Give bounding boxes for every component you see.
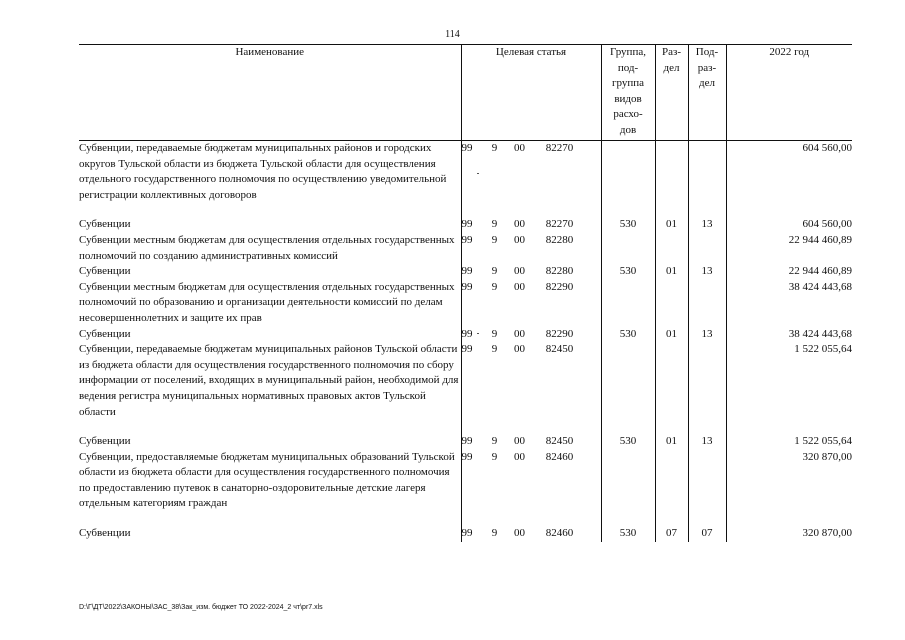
row-section [655,141,688,204]
row-expense-group: 530 [601,327,655,343]
row-section: 07 [655,526,688,542]
row-name: Субвенции [79,265,131,278]
row-section: 01 [655,434,688,450]
row-amount: 320 870,00 [726,526,852,542]
row-expense-group [601,233,655,264]
row-section: 01 [655,264,688,280]
table-body [79,141,852,542]
row-subsection: 13 [688,217,726,233]
table-header-row [79,45,852,141]
header-subsection: Под- раз- дел [688,45,726,141]
row-name: Субвенции, передаваемые бюджетам муниципальных районов Тульской области из бюджета области для осуществления государственного полномочия по сбору информации от поселений, входящих в муниципальный район, необходимой для ведения регистра муниципальных нормативных правовых актов Тульской области [79,343,459,418]
row-subsection: 13 [688,434,726,450]
row-spacer [79,420,852,434]
table-row [79,233,852,264]
row-section: 01 [655,327,688,343]
table-row [79,264,852,280]
table-row [79,342,852,420]
row-target-code: 99 9 00 82280 [461,264,601,280]
row-amount: 1 522 055,64 [726,342,852,420]
row-name: Субвенции [79,218,131,231]
table-row [79,141,852,204]
row-target-code: 99 9 00 82460 [461,450,601,512]
scan-speck [477,333,479,334]
row-expense-group: 530 [601,434,655,450]
row-subsection [688,233,726,264]
table-row [79,327,852,343]
row-amount: 604 560,00 [726,217,852,233]
row-amount: 38 424 443,68 [726,327,852,343]
scan-speck [477,173,479,174]
row-section [655,450,688,512]
row-amount: 22 944 460,89 [726,264,852,280]
row-name: Субвенции, передаваемые бюджетам муниципальных районов и городских округов Тульской области из бюджета Тульской области для осуществления отдельного государственного полномочия по осуществлению уведомительной регистрации коллективных договоров [79,142,447,201]
header-expense-group: Группа, под- группа видов расхо- дов [601,45,655,141]
row-subsection [688,342,726,420]
row-expense-group: 530 [601,526,655,542]
row-name: Субвенции, предоставляемые бюджетам муниципальных образований Тульской области из бюджета области для осуществления государственного полномочия по предоставлению путевок в санаторно-оздоровительные детские лагеря отдельным категориям граждан [79,450,455,510]
row-expense-group [601,342,655,420]
row-target-code: 99 9 00 82450 [461,434,601,450]
row-target-code: 99 9 00 82270 [461,217,601,233]
row-subsection [688,450,726,512]
row-spacer [79,512,852,526]
table-row [79,434,852,450]
row-name: Субвенции [79,527,131,540]
row-target-code: 99 9 00 82280 [461,233,601,264]
row-subsection: 13 [688,327,726,343]
row-section [655,233,688,264]
row-subsection [688,141,726,204]
page-number: 114 [445,29,460,40]
row-section [655,280,688,327]
row-subsection: 13 [688,264,726,280]
row-section [655,342,688,420]
row-name: Субвенции местным бюджетам для осуществления отдельных государственных полномочий по образованию и организации деятельности комиссий по делам несовершеннолетних и защите их прав [79,280,455,324]
row-subsection [688,280,726,327]
row-spacer [79,203,852,217]
row-expense-group [601,450,655,512]
table-row [79,280,852,327]
row-expense-group [601,280,655,327]
row-target-code: 99 9 00 82450 [461,342,601,420]
row-target-code: 99 9 00 82290 [461,327,601,343]
row-amount: 604 560,00 [726,141,852,204]
row-target-code: 99 9 00 82270 [461,141,601,204]
budget-table [79,44,852,542]
row-name: Субвенции местным бюджетам для осуществления отдельных государственных полномочий по созданию административных комиссий [79,233,455,262]
table-row [79,217,852,233]
row-target-code: 99 9 00 82460 [461,526,601,542]
row-name: Субвенции [79,435,131,448]
row-expense-group [601,141,655,204]
header-target-article: Целевая статья [461,45,601,141]
header-name: Наименование [79,45,461,141]
row-subsection: 07 [688,526,726,542]
row-target-code: 99 9 00 82290 [461,280,601,327]
row-amount: 38 424 443,68 [726,280,852,327]
table-row [79,450,852,512]
row-section: 01 [655,217,688,233]
row-name: Субвенции [79,327,131,340]
header-year: 2022 год [726,45,852,141]
row-expense-group: 530 [601,264,655,280]
table-row [79,526,852,542]
row-amount: 1 522 055,64 [726,434,852,450]
row-amount: 22 944 460,89 [726,233,852,264]
file-path-footer: D:\Г\ДТ\2022\ЗАКОНЫ\ЗАС_38\Зак_изм. бюджет ТО 2022-2024_2 чт\pr7.xls [79,604,323,611]
row-amount: 320 870,00 [726,450,852,512]
header-section: Раз- дел [655,45,688,141]
row-expense-group: 530 [601,217,655,233]
